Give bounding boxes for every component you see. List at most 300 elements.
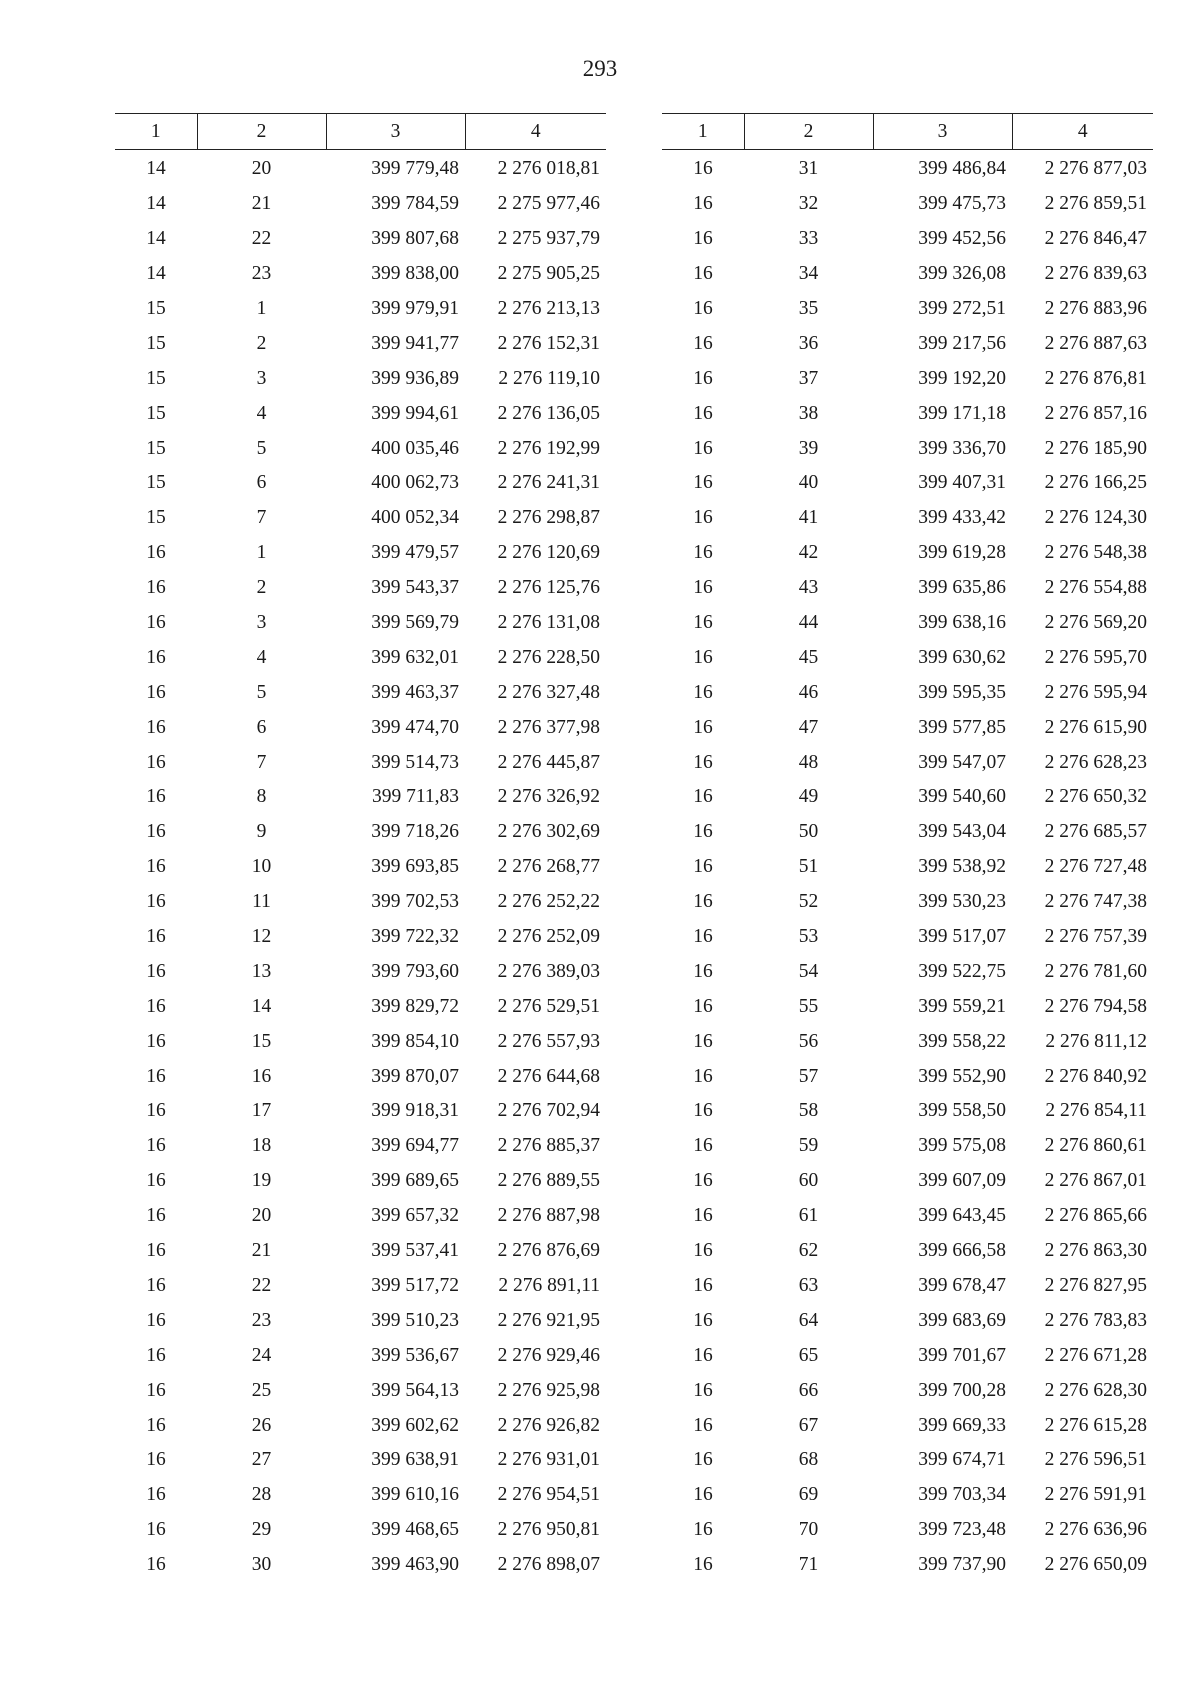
contour-number-cell: 16 [146, 681, 166, 703]
x-coordinate-cell: 399 543,37 [371, 577, 459, 599]
contour-number-cell: 16 [146, 1100, 166, 1122]
table-row [115, 1164, 606, 1199]
point-number-cell: 11 [252, 891, 271, 913]
y-coordinate-cell: 2 276 644,68 [497, 1065, 600, 1087]
table-row [115, 1234, 606, 1269]
point-number-cell: 1 [256, 542, 267, 564]
point-number-cell: 64 [798, 1309, 819, 1331]
x-coordinate-cell: 399 475,73 [918, 193, 1006, 215]
table-row [662, 1478, 1153, 1513]
table-row [662, 1094, 1153, 1129]
table-row [662, 885, 1153, 920]
contour-number-cell: 16 [146, 1135, 166, 1157]
y-coordinate-cell: 2 276 757,39 [1044, 926, 1147, 948]
point-number-cell: 53 [798, 926, 819, 948]
x-coordinate-cell: 399 979,91 [371, 298, 459, 319]
contour-number-cell: 16 [693, 612, 713, 634]
y-coordinate-cell: 2 275 977,46 [497, 193, 600, 215]
x-coordinate-cell: 399 336,70 [918, 437, 1006, 459]
point-number-cell: 16 [251, 1065, 272, 1087]
y-coordinate-cell: 2 276 252,09 [497, 926, 600, 948]
table-row [662, 1513, 1153, 1548]
point-number-cell: 21 [251, 193, 272, 215]
contour-number-cell: 16 [693, 472, 713, 494]
column-header-1: 1 [662, 114, 744, 150]
x-coordinate-cell: 399 577,85 [918, 716, 1006, 738]
x-coordinate-cell: 399 479,57 [371, 542, 459, 564]
contour-number-cell: 16 [693, 1274, 713, 1296]
contour-number-cell: 16 [146, 1414, 166, 1436]
point-number-cell: 3 [256, 367, 267, 389]
contour-number-cell: 16 [146, 1205, 166, 1227]
contour-number-cell: 16 [693, 646, 713, 668]
y-coordinate-cell: 2 276 867,01 [1044, 1170, 1147, 1192]
x-coordinate-cell: 399 595,35 [918, 681, 1006, 703]
y-coordinate-cell: 2 276 839,63 [1044, 263, 1147, 285]
x-coordinate-cell: 399 407,31 [918, 472, 1006, 494]
contour-number-cell: 16 [693, 1519, 713, 1541]
table-row [662, 1373, 1153, 1408]
table-row [662, 640, 1153, 675]
contour-number-cell: 16 [146, 751, 166, 773]
x-coordinate-cell: 400 035,46 [371, 437, 459, 459]
point-number-cell: 25 [251, 1379, 272, 1401]
x-coordinate-cell: 399 610,16 [371, 1484, 459, 1506]
contour-number-cell: 16 [693, 995, 713, 1017]
y-coordinate-cell: 2 276 885,37 [497, 1135, 600, 1157]
y-coordinate-cell: 2 276 854,11 [1045, 1100, 1147, 1122]
point-number-cell: 35 [798, 298, 819, 319]
x-coordinate-cell: 399 737,90 [918, 1554, 1006, 1576]
x-coordinate-cell: 399 602,62 [371, 1414, 459, 1436]
point-number-cell: 66 [798, 1379, 819, 1401]
y-coordinate-cell: 2 276 898,07 [497, 1554, 600, 1576]
x-coordinate-cell: 399 722,32 [371, 926, 459, 948]
table-row [662, 1443, 1153, 1478]
point-number-cell: 21 [251, 1240, 272, 1262]
contour-number-cell: 16 [693, 1554, 713, 1576]
y-coordinate-cell: 2 276 783,83 [1044, 1309, 1147, 1331]
point-number-cell: 19 [251, 1170, 272, 1192]
y-coordinate-cell: 2 276 950,81 [497, 1519, 600, 1541]
y-coordinate-cell: 2 276 840,92 [1044, 1065, 1147, 1087]
x-coordinate-cell: 399 678,47 [918, 1274, 1006, 1296]
contour-number-cell: 16 [146, 1554, 166, 1576]
x-coordinate-cell: 399 666,58 [918, 1240, 1006, 1262]
x-coordinate-cell: 399 994,61 [371, 402, 459, 424]
contour-number-cell: 16 [693, 1205, 713, 1227]
x-coordinate-cell: 399 217,56 [918, 332, 1006, 354]
y-coordinate-cell: 2 276 887,63 [1044, 332, 1147, 354]
x-coordinate-cell: 399 703,34 [918, 1484, 1006, 1506]
table-row [662, 1164, 1153, 1199]
point-number-cell: 29 [251, 1519, 272, 1541]
point-number-cell: 38 [798, 402, 819, 424]
point-number-cell: 24 [251, 1344, 272, 1366]
column-header-3: 3 [873, 114, 1012, 150]
contour-number-cell: 14 [146, 263, 166, 285]
contour-number-cell: 16 [693, 1030, 713, 1052]
contour-number-cell: 15 [146, 367, 166, 389]
x-coordinate-cell: 399 474,70 [371, 716, 459, 738]
contour-number-cell: 16 [693, 1484, 713, 1506]
point-number-cell: 23 [251, 263, 272, 285]
column-header-3: 3 [326, 114, 465, 150]
contour-number-cell: 16 [693, 1379, 713, 1401]
point-number-cell: 58 [798, 1100, 819, 1122]
contour-number-cell: 16 [693, 716, 713, 738]
table-body-right [662, 150, 1153, 1583]
contour-number-cell: 16 [146, 1065, 166, 1087]
point-number-cell: 4 [256, 646, 267, 668]
table-body-left [115, 150, 606, 1583]
contour-number-cell: 16 [146, 1519, 166, 1541]
contour-number-cell: 15 [146, 472, 166, 494]
table-row [115, 1303, 606, 1338]
y-coordinate-cell: 2 276 628,30 [1044, 1379, 1147, 1401]
column-header-2: 2 [197, 114, 326, 150]
table-row [115, 1408, 606, 1443]
contour-number-cell: 15 [146, 507, 166, 529]
table-row [115, 885, 606, 920]
contour-number-cell: 16 [693, 1100, 713, 1122]
contour-number-cell: 16 [693, 1170, 713, 1192]
contour-number-cell: 16 [693, 960, 713, 982]
point-number-cell: 44 [798, 612, 819, 634]
contour-number-cell: 15 [146, 298, 166, 319]
y-coordinate-cell: 2 276 863,30 [1044, 1240, 1147, 1262]
x-coordinate-cell: 399 510,23 [371, 1309, 459, 1331]
x-coordinate-cell: 399 486,84 [918, 158, 1006, 180]
contour-number-cell: 16 [693, 1449, 713, 1471]
table-row [115, 1443, 606, 1478]
point-number-cell: 49 [798, 786, 819, 808]
x-coordinate-cell: 399 569,79 [371, 612, 459, 634]
contour-number-cell: 16 [146, 612, 166, 634]
y-coordinate-cell: 2 276 650,09 [1044, 1554, 1147, 1576]
point-number-cell: 46 [798, 681, 819, 703]
x-coordinate-cell: 399 779,48 [371, 158, 459, 180]
x-coordinate-cell: 399 793,60 [371, 960, 459, 982]
point-number-cell: 1 [256, 298, 267, 319]
table-row [662, 920, 1153, 955]
table-row [662, 1199, 1153, 1234]
y-coordinate-cell: 2 276 636,96 [1044, 1519, 1147, 1541]
point-number-cell: 56 [798, 1030, 819, 1052]
table-row [662, 780, 1153, 815]
table-row [115, 640, 606, 675]
point-number-cell: 63 [798, 1274, 819, 1296]
table-row [115, 745, 606, 780]
contour-number-cell: 16 [693, 228, 713, 250]
point-number-cell: 18 [251, 1135, 272, 1157]
x-coordinate-cell: 399 607,09 [918, 1170, 1006, 1192]
contour-number-cell: 15 [146, 437, 166, 459]
y-coordinate-cell: 2 276 166,25 [1044, 472, 1147, 494]
x-coordinate-cell: 399 530,23 [918, 891, 1006, 913]
contour-number-cell: 16 [693, 786, 713, 808]
table-row [662, 1548, 1153, 1583]
point-number-cell: 4 [256, 402, 267, 424]
contour-number-cell: 16 [146, 716, 166, 738]
contour-number-cell: 16 [693, 298, 713, 319]
point-number-cell: 47 [798, 716, 819, 738]
x-coordinate-cell: 399 643,45 [918, 1205, 1006, 1227]
point-number-cell: 57 [798, 1065, 819, 1087]
x-coordinate-cell: 399 543,04 [918, 821, 1006, 843]
y-coordinate-cell: 2 276 747,38 [1044, 891, 1147, 913]
table-row [662, 257, 1153, 292]
y-coordinate-cell: 2 276 557,93 [497, 1030, 600, 1052]
y-coordinate-cell: 2 276 529,51 [497, 995, 600, 1017]
column-header-2: 2 [744, 114, 873, 150]
table-row [662, 606, 1153, 641]
point-number-cell: 33 [798, 228, 819, 250]
table-row [662, 850, 1153, 885]
x-coordinate-cell: 399 674,71 [918, 1449, 1006, 1471]
x-coordinate-cell: 399 272,51 [918, 298, 1006, 319]
y-coordinate-cell: 2 276 302,69 [497, 821, 600, 843]
y-coordinate-cell: 2 276 865,66 [1044, 1205, 1147, 1227]
table-row [115, 187, 606, 222]
y-coordinate-cell: 2 276 595,70 [1044, 646, 1147, 668]
table-row [115, 150, 606, 187]
contour-number-cell: 16 [146, 995, 166, 1017]
contour-number-cell: 16 [146, 786, 166, 808]
y-coordinate-cell: 2 276 702,94 [497, 1100, 600, 1122]
table-row [662, 361, 1153, 396]
table-row [115, 1338, 606, 1373]
point-number-cell: 62 [798, 1240, 819, 1262]
table-row [115, 954, 606, 989]
table-row [115, 1269, 606, 1304]
contour-number-cell: 15 [146, 402, 166, 424]
contour-number-cell: 16 [693, 332, 713, 354]
point-number-cell: 51 [798, 856, 819, 878]
y-coordinate-cell: 2 276 185,90 [1044, 437, 1147, 459]
point-number-cell: 60 [798, 1170, 819, 1192]
contour-number-cell: 16 [146, 1309, 166, 1331]
contour-number-cell: 16 [146, 577, 166, 599]
x-coordinate-cell: 400 062,73 [371, 472, 459, 494]
point-number-cell: 39 [798, 437, 819, 459]
point-number-cell: 70 [798, 1519, 819, 1541]
table-row [115, 257, 606, 292]
point-number-cell: 40 [798, 472, 819, 494]
point-number-cell: 27 [251, 1449, 272, 1471]
y-coordinate-cell: 2 276 891,11 [498, 1274, 600, 1296]
point-number-cell: 3 [256, 612, 267, 634]
table-row [115, 675, 606, 710]
y-coordinate-cell: 2 276 018,81 [497, 158, 600, 180]
x-coordinate-cell: 399 854,10 [371, 1030, 459, 1052]
y-coordinate-cell: 2 276 846,47 [1044, 228, 1147, 250]
contour-number-cell: 16 [693, 402, 713, 424]
point-number-cell: 67 [798, 1414, 819, 1436]
table-row [662, 326, 1153, 361]
x-coordinate-cell: 399 463,90 [371, 1554, 459, 1576]
y-coordinate-cell: 2 276 877,03 [1044, 158, 1147, 180]
contour-number-cell: 16 [693, 1240, 713, 1262]
table-header-row [662, 114, 1153, 150]
contour-number-cell: 15 [146, 332, 166, 354]
x-coordinate-cell: 399 702,53 [371, 891, 459, 913]
x-coordinate-cell: 399 468,65 [371, 1519, 459, 1541]
point-number-cell: 26 [251, 1414, 272, 1436]
y-coordinate-cell: 2 276 925,98 [497, 1379, 600, 1401]
x-coordinate-cell: 399 941,77 [371, 332, 459, 354]
table-row [662, 815, 1153, 850]
x-coordinate-cell: 399 540,60 [918, 786, 1006, 808]
x-coordinate-cell: 399 552,90 [918, 1065, 1006, 1087]
contour-number-cell: 16 [693, 1065, 713, 1087]
table-row [115, 1129, 606, 1164]
table-row [662, 1024, 1153, 1059]
point-number-cell: 15 [251, 1030, 272, 1052]
y-coordinate-cell: 2 276 727,48 [1044, 856, 1147, 878]
contour-number-cell: 16 [146, 1344, 166, 1366]
x-coordinate-cell: 399 829,72 [371, 995, 459, 1017]
x-coordinate-cell: 399 547,07 [918, 751, 1006, 773]
point-number-cell: 28 [251, 1484, 272, 1506]
point-number-cell: 45 [798, 646, 819, 668]
y-coordinate-cell: 2 276 152,31 [497, 332, 600, 354]
table-row [115, 920, 606, 955]
contour-number-cell: 16 [146, 542, 166, 564]
table-row [115, 396, 606, 431]
y-coordinate-cell: 2 276 921,95 [497, 1309, 600, 1331]
contour-number-cell: 16 [146, 856, 166, 878]
page-number: 293 [582, 56, 618, 81]
table-row [115, 222, 606, 257]
x-coordinate-cell: 399 522,75 [918, 960, 1006, 982]
coordinates-table-left [115, 113, 606, 1583]
point-number-cell: 59 [798, 1135, 819, 1157]
y-coordinate-cell: 2 276 615,28 [1044, 1414, 1147, 1436]
y-coordinate-cell: 2 276 252,22 [497, 891, 600, 913]
table-row [115, 1548, 606, 1583]
point-number-cell: 30 [251, 1554, 272, 1576]
y-coordinate-cell: 2 276 876,69 [497, 1240, 600, 1262]
contour-number-cell: 14 [146, 228, 166, 250]
x-coordinate-cell: 399 711,83 [371, 786, 459, 808]
y-coordinate-cell: 2 276 119,10 [498, 367, 600, 389]
table-row [115, 326, 606, 361]
point-number-cell: 31 [798, 158, 819, 180]
y-coordinate-cell: 2 276 120,69 [497, 542, 600, 564]
contour-number-cell: 16 [693, 856, 713, 878]
y-coordinate-cell: 2 276 445,87 [497, 751, 600, 773]
point-number-cell: 7 [256, 751, 267, 773]
x-coordinate-cell: 399 657,32 [371, 1205, 459, 1227]
x-coordinate-cell: 399 171,18 [918, 402, 1006, 424]
point-number-cell: 61 [798, 1205, 819, 1227]
point-number-cell: 9 [256, 821, 267, 843]
table-row [662, 292, 1153, 327]
x-coordinate-cell: 399 807,68 [371, 228, 459, 250]
x-coordinate-cell: 400 052,34 [371, 507, 459, 529]
table-row [115, 1059, 606, 1094]
x-coordinate-cell: 399 514,73 [371, 751, 459, 773]
x-coordinate-cell: 399 635,86 [918, 577, 1006, 599]
point-number-cell: 5 [256, 437, 267, 459]
column-header-4: 4 [1012, 114, 1153, 150]
y-coordinate-cell: 2 276 929,46 [497, 1344, 600, 1366]
table-row [662, 1269, 1153, 1304]
point-number-cell: 2 [256, 332, 267, 354]
y-coordinate-cell: 2 276 192,99 [497, 437, 600, 459]
table-row [115, 1513, 606, 1548]
table-row [115, 989, 606, 1024]
x-coordinate-cell: 399 452,56 [918, 228, 1006, 250]
y-coordinate-cell: 2 276 569,20 [1044, 612, 1147, 634]
table-row [662, 501, 1153, 536]
x-coordinate-cell: 399 564,13 [371, 1379, 459, 1401]
table-row [115, 1478, 606, 1513]
point-number-cell: 6 [256, 472, 267, 494]
table-row [115, 1199, 606, 1234]
table-row [662, 431, 1153, 466]
y-coordinate-cell: 2 276 591,91 [1044, 1484, 1147, 1506]
contour-number-cell: 16 [146, 926, 166, 948]
y-coordinate-cell: 2 276 781,60 [1044, 960, 1147, 982]
y-coordinate-cell: 2 275 937,79 [497, 228, 600, 250]
contour-number-cell: 16 [693, 1414, 713, 1436]
y-coordinate-cell: 2 276 124,30 [1044, 507, 1147, 529]
x-coordinate-cell: 399 575,08 [918, 1135, 1006, 1157]
point-number-cell: 36 [798, 332, 819, 354]
point-number-cell: 42 [798, 542, 819, 564]
y-coordinate-cell: 2 276 887,98 [497, 1205, 600, 1227]
point-number-cell: 6 [256, 716, 267, 738]
table-row [115, 1094, 606, 1129]
table-row [662, 396, 1153, 431]
x-coordinate-cell: 399 694,77 [371, 1135, 459, 1157]
contour-number-cell: 16 [693, 681, 713, 703]
point-number-cell: 17 [251, 1100, 272, 1122]
y-coordinate-cell: 2 276 827,95 [1044, 1274, 1147, 1296]
y-coordinate-cell: 2 276 213,13 [497, 298, 600, 319]
x-coordinate-cell: 399 619,28 [918, 542, 1006, 564]
table-row [662, 954, 1153, 989]
contour-number-cell: 14 [146, 193, 166, 215]
x-coordinate-cell: 399 718,26 [371, 821, 459, 843]
y-coordinate-cell: 2 276 857,16 [1044, 402, 1147, 424]
x-coordinate-cell: 399 192,20 [918, 367, 1006, 389]
table-row [115, 431, 606, 466]
y-coordinate-cell: 2 276 241,31 [497, 472, 600, 494]
table-row [115, 466, 606, 501]
table-row [662, 989, 1153, 1024]
point-number-cell: 54 [798, 960, 819, 982]
contour-number-cell: 16 [693, 263, 713, 285]
y-coordinate-cell: 2 276 326,92 [497, 786, 600, 808]
x-coordinate-cell: 399 558,50 [918, 1100, 1006, 1122]
x-coordinate-cell: 399 538,92 [918, 856, 1006, 878]
y-coordinate-cell: 2 276 377,98 [497, 716, 600, 738]
table-row [662, 536, 1153, 571]
table-row [115, 606, 606, 641]
contour-number-cell: 16 [146, 1484, 166, 1506]
x-coordinate-cell: 399 693,85 [371, 856, 459, 878]
contour-number-cell: 16 [693, 1309, 713, 1331]
contour-number-cell: 16 [146, 1379, 166, 1401]
point-number-cell: 13 [251, 960, 272, 982]
coordinates-table-right [662, 113, 1153, 1583]
contour-number-cell: 16 [146, 1170, 166, 1192]
point-number-cell: 50 [798, 821, 819, 843]
y-coordinate-cell: 2 276 125,76 [497, 577, 600, 599]
